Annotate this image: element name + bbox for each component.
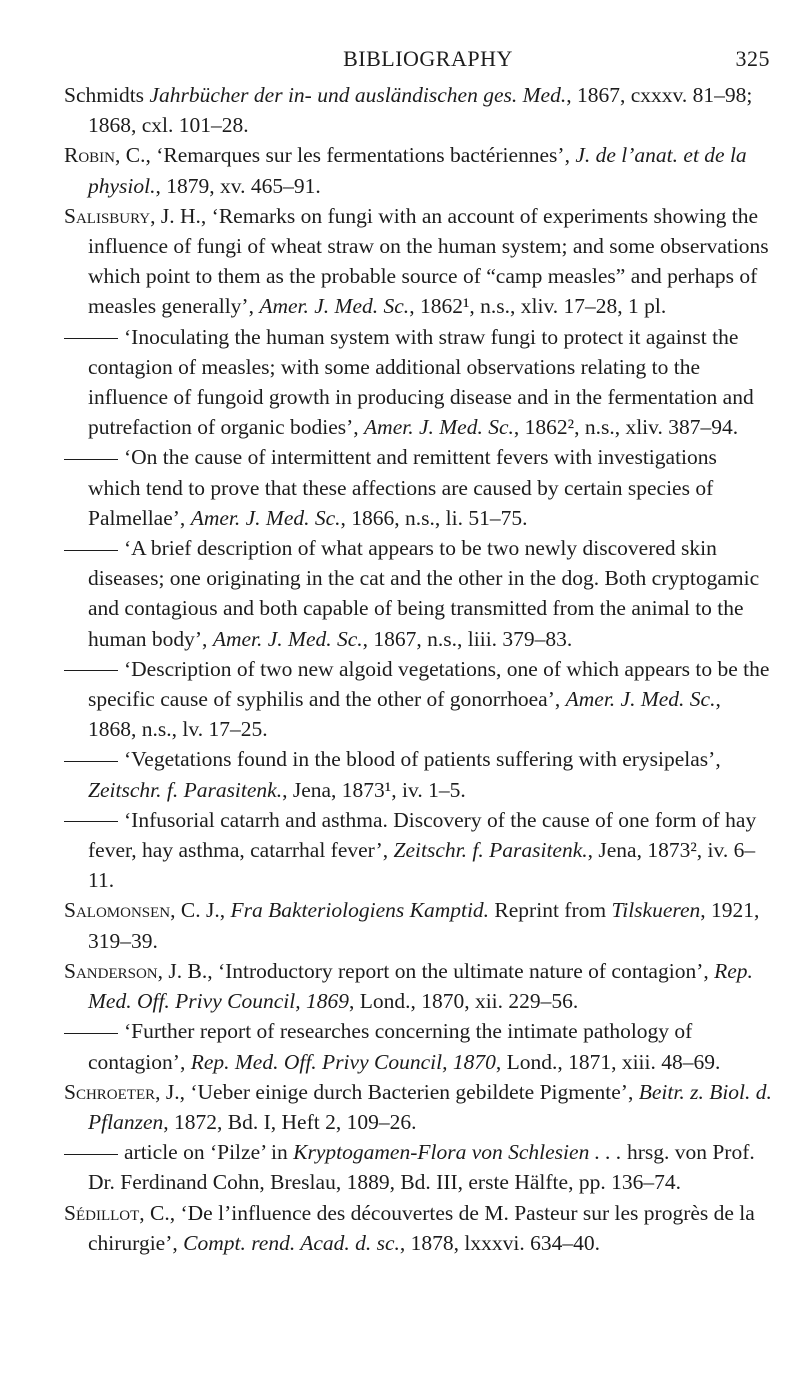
entry-title: ‘Introductory report on the ultimate nature of contagion’, xyxy=(217,958,715,983)
entry-details: , 1921, 319–39. xyxy=(88,898,760,953)
entry-title: ‘Remarks on fungi with an account of experiments showing the influence of fungi of wheat straw on the human system; and some observations which point to them as the probable source of “camp measles” and perhaps of measles generally’, xyxy=(88,203,769,319)
entry-title: Schmidts xyxy=(64,83,150,107)
entry-journal: Kryptogamen-Flora von Schlesien . . . xyxy=(293,1140,622,1165)
ditto-dash xyxy=(64,459,118,460)
entry-details: , 1862², n.s., xliv. 387–94. xyxy=(513,415,739,440)
entry-initials: , C., xyxy=(139,1200,181,1225)
entry-journal: Amer. J. Med. Sc. xyxy=(364,415,514,440)
bibliography-entry xyxy=(64,1077,772,1137)
entry-title: ‘A brief description of what appears to be two newly discovered skin diseases; one originating in the cat and the other in the dog. Both cryptogamic and contagious and both capable of being transmitted from the animal to the human body’, xyxy=(88,536,760,651)
ditto-dash xyxy=(64,550,118,551)
entry-journal: Jahrbücher der in- und ausländischen ges. Med. xyxy=(149,83,567,107)
entry-journal: Rep. Med. Off. Privy Council, 1869 xyxy=(88,958,753,1014)
entry-author: Robin xyxy=(64,143,116,168)
entry-details: Reprint from xyxy=(489,898,612,923)
entry-initials: , C. J., xyxy=(170,898,231,923)
running-head-title: BIBLIOGRAPHY xyxy=(343,46,513,71)
bibliography-entry xyxy=(64,744,772,804)
bibliography-entry xyxy=(64,805,772,896)
entry-journal: Amer. J. Med. Sc. xyxy=(259,294,410,319)
entry-author: Sanderson xyxy=(64,958,158,983)
bibliography-entry xyxy=(64,1137,772,1197)
entry-journal: Amer. J. Med. Sc. xyxy=(565,687,716,712)
entry-details: , Jena, 1873¹, iv. 1–5. xyxy=(282,777,466,802)
bibliography-entry xyxy=(64,140,772,200)
entry-title: ‘Infusorial catarrh and asthma. Discovery of the cause of one form of hay fever, hay asthma, catarrhal fever’, xyxy=(88,807,757,863)
bibliography-list xyxy=(64,80,772,1258)
entry-journal: Zeitschr. f. Parasitenk. xyxy=(88,777,283,802)
ditto-dash xyxy=(64,670,118,671)
entry-journal: Fra Bakteriologiens Kamptid. xyxy=(230,898,490,923)
entry-author: Sédillot xyxy=(64,1200,140,1225)
entry-details: , Lond., 1870, xii. 229–56. xyxy=(348,989,579,1014)
bibliography-entry xyxy=(64,201,772,322)
entry-details: , 1878, lxxxvi. 634–40. xyxy=(399,1230,600,1255)
entry-title: ‘Description of two new algoid vegetations, one of which appears to be the specific cause of syphilis and the other of gonorrhoea’, xyxy=(88,656,770,712)
entry-details: , 1867, n.s., liii. 379–83. xyxy=(362,626,573,651)
entry-details: , 1879, xv. 465–91. xyxy=(155,173,321,198)
page-number: 325 xyxy=(735,46,770,71)
entry-initials: , J., xyxy=(155,1079,191,1104)
running-head xyxy=(86,46,770,76)
ditto-dash xyxy=(64,1154,118,1155)
entry-details: , 1862¹, n.s., xliv. 17–28, 1 pl. xyxy=(409,294,667,319)
entry-title: ‘Ueber einige durch Bacterien gebildete Pigmente’, xyxy=(190,1079,639,1104)
entry-details: , Lond., 1871, xiii. 48–69. xyxy=(495,1049,721,1074)
entry-journal: Compt. rend. Acad. d. sc. xyxy=(183,1230,400,1255)
entry-author: Salisbury xyxy=(64,203,151,228)
entry-details: , 1868, n.s., lv. 17–25. xyxy=(88,687,721,742)
entry-journal: Amer. J. Med. Sc. xyxy=(212,626,363,651)
entry-title: ‘Further report of researches concerning the intimate pathology of contagion’, xyxy=(88,1019,693,1074)
entry-details: , 1872, Bd. I, Heft 2, 109–26. xyxy=(163,1109,417,1134)
bibliography-entry xyxy=(64,654,772,745)
entry-title: ‘De l’influence des découvertes de M. Pasteur sur les progrès de la chirurgie’, xyxy=(88,1200,755,1255)
entry-details: , 1866, n.s., li. 51–75. xyxy=(340,505,528,530)
ditto-dash xyxy=(64,1033,118,1034)
ditto-dash xyxy=(64,761,118,762)
entry-journal: Amer. J. Med. Sc. xyxy=(190,505,341,530)
entry-author: Schroeter xyxy=(64,1079,156,1104)
bibliography-entry xyxy=(64,322,772,443)
bibliography-entry xyxy=(64,533,772,654)
bibliography-entry xyxy=(64,1016,772,1076)
entry-journal: Zeitschr. f. Parasitenk. xyxy=(393,838,588,863)
entry-initials: , C., xyxy=(115,143,157,168)
entry-initials: , J. H., xyxy=(150,203,212,228)
bibliography-entry xyxy=(64,1198,772,1258)
entry-journal: Tilskueren xyxy=(611,898,701,923)
entry-initials: , J. B., xyxy=(157,958,218,983)
entry-title: ‘Vegetations found in the blood of patients suffering with erysipelas’, xyxy=(124,747,721,772)
entry-journal: J. de l’anat. et de la physiol. xyxy=(88,143,747,198)
entry-details: hrsg. von Prof. Dr. Ferdinand Cohn, Breslau, 1889, Bd. III, erste Hälfte, pp. 136–74. xyxy=(88,1140,755,1195)
bibliography-entry xyxy=(64,80,772,140)
entry-title: ‘Inoculating the human system with straw fungi to protect it against the contagion of measles; with some additional observations relating to the influence of fungoid growth in producing disease and in the fermentation and putrefaction of organic bodies’, xyxy=(88,324,754,440)
bibliography-entry xyxy=(64,956,772,1016)
entry-journal: Beitr. z. Biol. d. Pflanzen xyxy=(88,1079,772,1134)
bibliography-entry xyxy=(64,895,772,955)
bibliography-entry xyxy=(64,442,772,533)
ditto-dash xyxy=(64,821,118,822)
entry-title: ‘On the cause of intermittent and remittent fevers with investigations which tend to prove that these affections are caused by certain species of Palmellae’, xyxy=(88,445,717,530)
entry-journal: Rep. Med. Off. Privy Council, 1870 xyxy=(190,1049,496,1074)
entry-details: , Jena, 1873², iv. 6–11. xyxy=(88,838,756,893)
ditto-dash xyxy=(64,338,118,339)
entry-title: ‘Remarques sur les fermentations bactériennes’, xyxy=(156,143,576,168)
entry-author: Salomonsen xyxy=(64,898,171,923)
entry-details: , 1867, cxxxv. 81–98; 1868, cxl. 101–28. xyxy=(88,83,753,138)
entry-title: article on ‘Pilze’ in xyxy=(124,1140,294,1165)
